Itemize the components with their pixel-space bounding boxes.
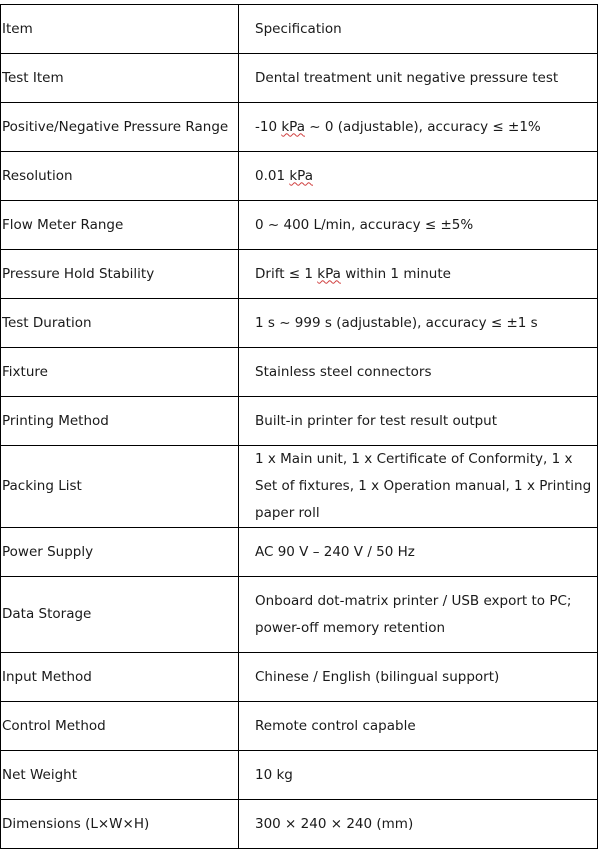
- row-spec-value: Onboard dot-matrix printer / USB export to PC; power-off memory retention: [239, 577, 598, 653]
- specification-table: [0, 4, 598, 849]
- spec-text: ~ 0 (adjustable), accuracy ≤ ±1%: [304, 118, 541, 135]
- header-specification: Specification: [239, 5, 598, 54]
- table-row: [1, 397, 598, 446]
- spec-text: within 1 minute: [340, 265, 451, 282]
- row-spec-value: 10 kg: [239, 751, 598, 800]
- table-row: [1, 702, 598, 751]
- spec-text: -10: [255, 118, 282, 135]
- row-spec-value: Built-in printer for test result output: [239, 397, 598, 446]
- table-row: [1, 528, 598, 577]
- row-item-label: Dimensions (L×W×H): [1, 800, 239, 849]
- row-item-label: Data Storage: [1, 577, 239, 653]
- header-item: Item: [1, 5, 239, 54]
- table-row: [1, 800, 598, 849]
- row-item-label: Resolution: [1, 152, 239, 201]
- row-item-label: Packing List: [1, 446, 239, 528]
- table-row: [1, 299, 598, 348]
- table-row: [1, 250, 598, 299]
- row-item-label: Fixture: [1, 348, 239, 397]
- row-item-label: Power Supply: [1, 528, 239, 577]
- row-spec-value: 1 x Main unit, 1 x Certificate of Conformity, 1 x Set of fixtures, 1 x Operation manual, 1 x Printing paper roll: [239, 446, 598, 528]
- row-spec-value: [239, 103, 598, 152]
- row-spec-value: AC 90 V – 240 V / 50 Hz: [239, 528, 598, 577]
- row-spec-value: Dental treatment unit negative pressure test: [239, 54, 598, 103]
- table-row: [1, 152, 598, 201]
- table-row: [1, 577, 598, 653]
- row-item-label: Positive/Negative Pressure Range: [1, 103, 239, 152]
- table-row: [1, 54, 598, 103]
- table-row: [1, 751, 598, 800]
- row-item-label: Input Method: [1, 653, 239, 702]
- spellcheck-word: kPa: [317, 265, 341, 282]
- row-spec-value: 0 ~ 400 L/min, accuracy ≤ ±5%: [239, 201, 598, 250]
- table-header-row: [1, 5, 598, 54]
- row-spec-value: 1 s ~ 999 s (adjustable), accuracy ≤ ±1 s: [239, 299, 598, 348]
- row-item-label: Flow Meter Range: [1, 201, 239, 250]
- row-spec-value: [239, 250, 598, 299]
- row-spec-value: [239, 152, 598, 201]
- table-row: [1, 653, 598, 702]
- row-item-label: Net Weight: [1, 751, 239, 800]
- table-row: [1, 446, 598, 528]
- row-item-label: Pressure Hold Stability: [1, 250, 239, 299]
- table-row: [1, 201, 598, 250]
- row-spec-value: 300 × 240 × 240 (mm): [239, 800, 598, 849]
- row-item-label: Test Item: [1, 54, 239, 103]
- spec-text: Drift ≤ 1: [255, 265, 318, 282]
- spellcheck-word: kPa: [281, 118, 305, 135]
- table-row: [1, 103, 598, 152]
- table-row: [1, 348, 598, 397]
- row-spec-value: Stainless steel connectors: [239, 348, 598, 397]
- spec-text: 0.01: [255, 167, 290, 184]
- row-spec-value: Remote control capable: [239, 702, 598, 751]
- spellcheck-word: kPa: [289, 167, 313, 184]
- row-item-label: Control Method: [1, 702, 239, 751]
- row-spec-value: Chinese / English (bilingual support): [239, 653, 598, 702]
- row-item-label: Printing Method: [1, 397, 239, 446]
- row-item-label: Test Duration: [1, 299, 239, 348]
